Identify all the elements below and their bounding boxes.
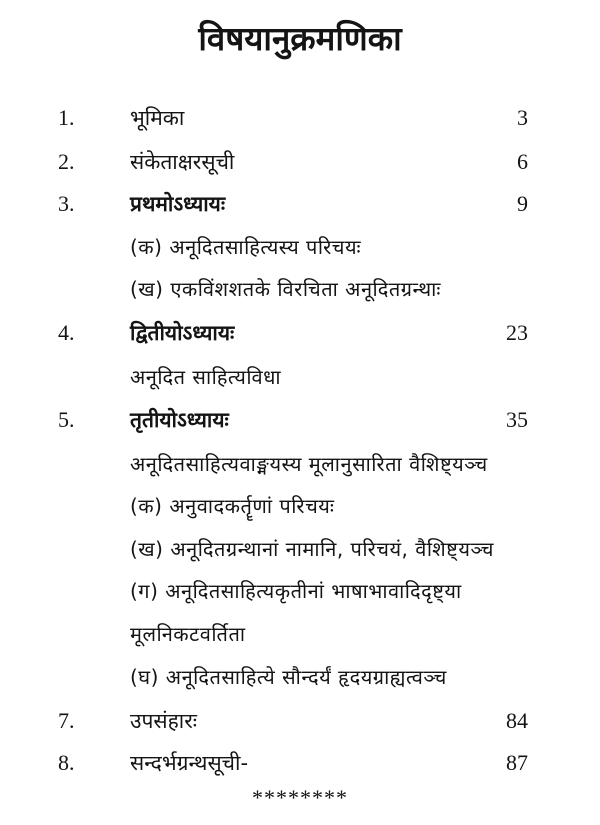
sub-entry: अनूदितसाहित्यवाङ्मयस्य मूलानुसारिता वैशिष्ट्यञ्च bbox=[130, 452, 488, 476]
entry-page: 3 bbox=[517, 105, 528, 130]
entry-title: प्रथमोऽध्यायः bbox=[130, 192, 226, 216]
entry-number: 8. bbox=[58, 750, 75, 775]
sub-entry: (ख) अनूदितग्रन्थानां नामानि, परिचयं, वैशिष्ट्यञ्च bbox=[130, 537, 494, 561]
entry-title: द्वितीयोऽध्यायः bbox=[130, 321, 235, 345]
entry-title: संकेताक्षरसूची bbox=[130, 150, 235, 174]
entry-title: भूमिका bbox=[130, 106, 185, 130]
end-ornament: ******** bbox=[252, 785, 348, 810]
sub-entry: मूलनिकटवर्तिता bbox=[130, 622, 246, 646]
sub-entry: (ग) अनूदितसाहित्यकृतीनां भाषाभावादिदृष्ट्या bbox=[130, 579, 462, 603]
sub-entry: (ख) एकविंशशतके विरचिता अनूदितग्रन्थाः bbox=[130, 277, 441, 301]
sub-entry: अनूदित साहित्यविधा bbox=[130, 365, 282, 389]
sub-entry: (क) अनूदितसाहित्यस्य परिचयः bbox=[130, 235, 362, 259]
entry-title: उपसंहारः bbox=[130, 709, 198, 733]
entry-page: 84 bbox=[506, 708, 528, 733]
entry-number: 1. bbox=[58, 105, 75, 130]
entry-number: 3. bbox=[58, 191, 75, 216]
page-title: विषयानुक्रमणिका bbox=[198, 19, 402, 58]
entry-number: 7. bbox=[58, 708, 75, 733]
sub-entry: (क) अनुवादकर्तॄणां परिचयः bbox=[130, 494, 335, 518]
entry-number: 2. bbox=[58, 149, 75, 174]
entry-page: 9 bbox=[517, 191, 528, 216]
entry-number: 5. bbox=[58, 407, 75, 432]
sub-entry: (घ) अनूदितसाहित्ये सौन्दर्यं हृदयग्राह्यत्वञ्च bbox=[130, 665, 447, 689]
entry-title: तृतीयोऽध्यायः bbox=[130, 408, 229, 432]
entry-page: 87 bbox=[506, 750, 528, 775]
entry-number: 4. bbox=[58, 320, 75, 345]
entry-page: 23 bbox=[506, 320, 528, 345]
entry-page: 35 bbox=[506, 407, 528, 432]
entry-title: सन्दर्भग्रन्थसूची- bbox=[130, 751, 249, 775]
entry-page: 6 bbox=[517, 149, 528, 174]
